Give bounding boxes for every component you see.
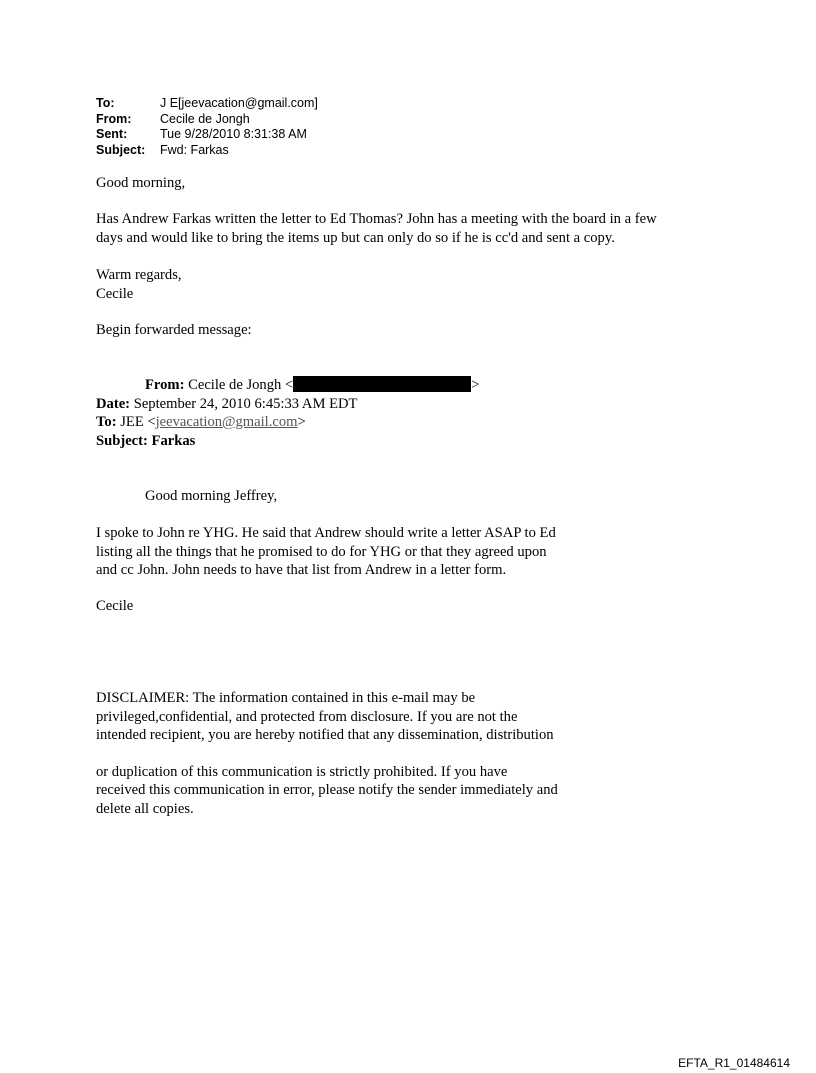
forwarded-from-line bbox=[145, 376, 479, 394]
forwarded-signature: Cecile bbox=[96, 598, 134, 614]
forwarded-paragraph-line-3: and cc John. John needs to have that list from Andrew in a letter form. bbox=[96, 562, 507, 578]
forwarded-from-label: From: bbox=[145, 377, 185, 393]
forwarded-greeting: Good morning Jeffrey, bbox=[145, 488, 278, 504]
from-label: From: bbox=[96, 111, 132, 126]
forwarded-subject-label: Subject: bbox=[96, 433, 148, 449]
forwarded-to-suffix: > bbox=[297, 414, 306, 430]
forwarded-date-line bbox=[96, 395, 357, 413]
forwarded-to-email-link[interactable]: jeevacation@gmail.com bbox=[155, 414, 298, 430]
closing: Warm regards, bbox=[96, 267, 182, 283]
disclaimer-line-5: received this communication in error, please notify the sender immediately and bbox=[96, 782, 558, 798]
header-from-row bbox=[96, 112, 318, 128]
greeting: Good morning, bbox=[96, 175, 186, 191]
email-header bbox=[96, 96, 318, 158]
subject-value: Fwd: Farkas bbox=[160, 142, 229, 157]
forwarded-paragraph-line-1: I spoke to John re YHG. He said that Andrew should write a letter ASAP to Ed bbox=[96, 525, 556, 541]
forwarded-to-line bbox=[96, 413, 306, 431]
subject-label: Subject: bbox=[96, 142, 146, 157]
forwarded-subject-value: Farkas bbox=[151, 433, 196, 449]
redaction-bar bbox=[293, 376, 471, 392]
sent-value: Tue 9/28/2010 8:31:38 AM bbox=[160, 127, 307, 141]
forwarded-from-value: Cecile de Jongh < bbox=[188, 377, 294, 393]
forwarded-paragraph-line-2: listing all the things that he promised to do for YHG or that they agreed upon bbox=[96, 544, 547, 560]
forwarded-subject-line bbox=[96, 432, 195, 450]
header-sent-row bbox=[96, 127, 318, 143]
header-subject-row bbox=[96, 143, 318, 159]
disclaimer-line-3: intended recipient, you are hereby notified that any dissemination, distribution bbox=[96, 727, 554, 743]
forwarded-date-value: September 24, 2010 6:45:33 AM EDT bbox=[133, 396, 358, 412]
body-paragraph-line-2: days and would like to bring the items up but can only do so if he is cc'd and sent a copy. bbox=[96, 230, 615, 246]
forwarded-to-prefix: JEE < bbox=[120, 414, 156, 430]
forward-intro: Begin forwarded message: bbox=[96, 322, 252, 338]
disclaimer-line-6: delete all copies. bbox=[96, 801, 194, 817]
to-value: J E[jeevacation@gmail.com] bbox=[160, 96, 318, 110]
disclaimer-line-2: privileged,confidential, and protected from disclosure. If you are not the bbox=[96, 709, 518, 725]
document-id: EFTA_R1_01484614 bbox=[678, 1056, 790, 1070]
forwarded-from-suffix: > bbox=[471, 377, 480, 393]
header-to-row bbox=[96, 96, 318, 112]
forwarded-to-label: To: bbox=[96, 414, 117, 430]
disclaimer-line-1: DISCLAIMER: The information contained in this e-mail may be bbox=[96, 690, 476, 706]
forwarded-date-label: Date: bbox=[96, 396, 131, 412]
disclaimer-line-4: or duplication of this communication is strictly prohibited. If you have bbox=[96, 764, 508, 780]
body-paragraph-line-1: Has Andrew Farkas written the letter to Ed Thomas? John has a meeting with the board in a few bbox=[96, 211, 657, 227]
sent-label: Sent: bbox=[96, 127, 128, 141]
signature: Cecile bbox=[96, 286, 134, 302]
from-value: Cecile de Jongh bbox=[160, 111, 250, 126]
to-label: To: bbox=[96, 96, 115, 110]
